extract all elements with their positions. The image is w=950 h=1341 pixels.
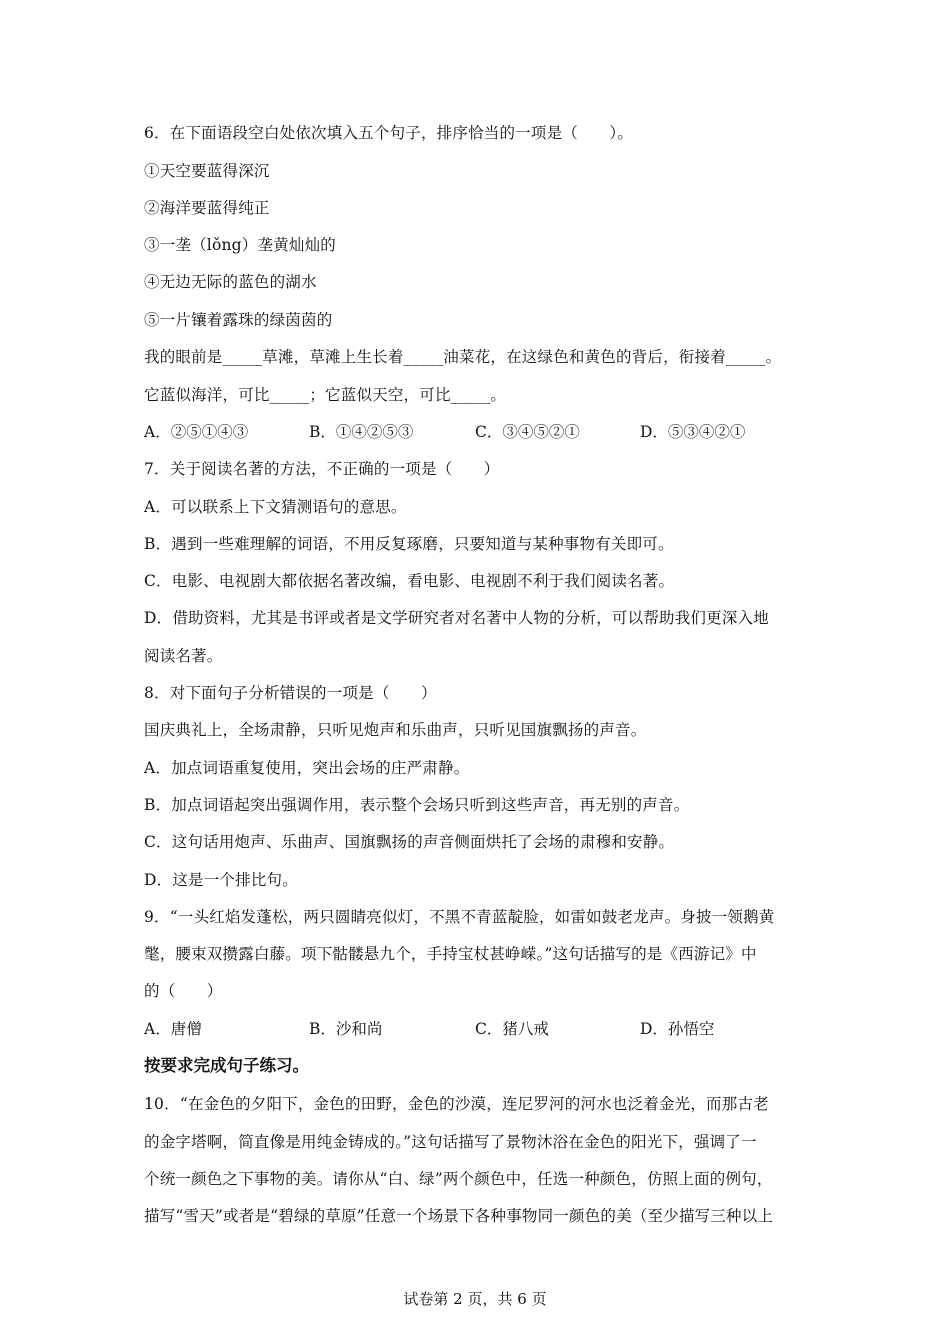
q6-passage-line-2: 它蓝似海洋，可比_____；它蓝似天空，可比_____。 [144, 386, 507, 404]
q7-option-c: C．电影、电视剧大都依据名著改编，看电影、电视剧不利于我们阅读名著。 [144, 572, 675, 590]
q8-option-a: A．加点词语重复使用，突出会场的庄严肃静。 [144, 759, 470, 777]
q9-stem-line-1: 9．“一头红焰发蓬松，两只圆睛亮似灯，不黑不青蓝靛脸，如雷如鼓老龙声。身披一领鹅黄 [144, 908, 775, 926]
q7-stem: 7．关于阅读名著的方法，不正确的一项是（ ） [144, 460, 500, 478]
q6-option-a: A．②⑤①④③ [144, 423, 249, 441]
q10-line-4: 描写“雪天”或者是“碧绿的草原”任意一个场景下各种事物同一颜色的美（至少描写三种以上 [144, 1207, 774, 1225]
q7-option-a: A．可以联系上下文猜测语句的意思。 [144, 498, 407, 516]
q6-option-d: D．⑤③④②① [640, 423, 746, 441]
q9-option-d: D．孙悟空 [640, 1020, 715, 1038]
q6-option-b: B．①④②⑤③ [309, 423, 414, 441]
page-footer: 试卷第 2 页，共 6 页 [403, 1290, 547, 1308]
q8-stem: 8．对下面句子分析错误的一项是（ ） [144, 684, 437, 702]
q8-sentence: 国庆典礼上，全场肃静，只听见炮声和乐曲声，只听见国旗飘扬的声音。 [144, 721, 647, 739]
q6-stem: 6．在下面语段空白处依次填入五个句子，排序恰当的一项是（ ）。 [144, 124, 634, 142]
q9-option-a: A．唐僧 [144, 1020, 202, 1038]
q7-option-d-line-1: D．借助资料，尤其是书评或者是文学研究者对名著中人物的分析，可以帮助我们更深入地 [144, 609, 769, 627]
q6-item-2: ②海洋要蓝得纯正 [144, 199, 270, 217]
q10-line-1: 10．“在金色的夕阳下，金色的田野，金色的沙漠，连尼罗河的河水也泛着金光，而那古老 [144, 1095, 769, 1113]
q6-item-4: ④无边无际的蓝色的湖水 [144, 273, 317, 291]
q6-item-5: ⑤一片镶着露珠的绿茵茵的 [144, 311, 333, 329]
q10-line-3: 个统一颜色之下事物的美。请你从“白、绿”两个颜色中，任选一种颜色，仿照上面的例句， [144, 1170, 773, 1188]
q6-passage-line-1: 我的眼前是_____草滩，草滩上生长着_____油菜花，在这绿色和黄色的背后，衔接着_____。 [144, 348, 782, 366]
q9-option-c: C．猪八戒 [475, 1020, 549, 1038]
q8-option-b: B．加点词语起突出强调作用，表示整个会场只听到这些声音，再无别的声音。 [144, 796, 690, 814]
q6-item-3: ③一垄（lǒng）垄黄灿灿的 [144, 236, 336, 254]
q9-stem-line-2: 氅，腰束双攒露白藤。项下骷髅悬九个，手持宝杖甚峥嵘。”这句话描写的是《西游记》中 [144, 945, 757, 963]
section-heading: 按要求完成句子练习。 [144, 1056, 309, 1075]
q7-option-d-line-2: 阅读名著。 [144, 647, 223, 665]
q7-option-b: B．遇到一些难理解的词语，不用反复琢磨，只要知道与某种事物有关即可。 [144, 535, 674, 553]
q6-option-c: C．③④⑤②① [475, 423, 580, 441]
q8-option-c: C．这句话用炮声、乐曲声、国旗飘扬的声音侧面烘托了会场的肃穆和安静。 [144, 833, 675, 851]
q8-option-d: D．这是一个排比句。 [144, 871, 298, 889]
q6-item-1: ①天空要蓝得深沉 [144, 162, 270, 180]
q9-stem-line-3: 的（ ） [144, 982, 223, 1000]
q10-line-2: 的金字塔啊，简直像是用纯金铸成的。”这句话描写了景物沐浴在金色的阳光下，强调了一 [144, 1133, 757, 1151]
q9-option-b: B．沙和尚 [309, 1020, 383, 1038]
